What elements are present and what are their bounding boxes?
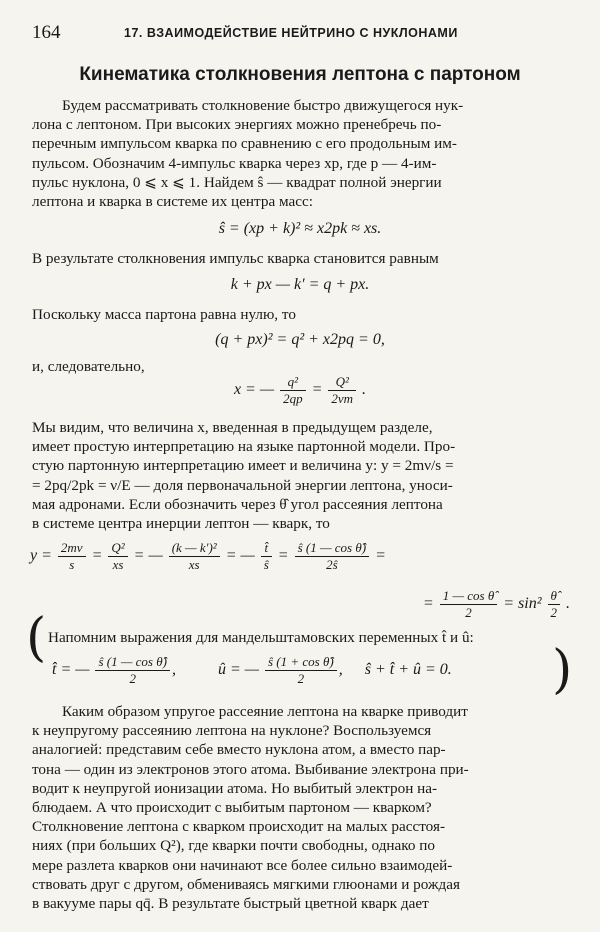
text-line: блюдаем. А что происходит с выбитым партоном — кварком? <box>32 799 432 817</box>
close-paren: ) <box>552 640 573 700</box>
fraction <box>95 654 170 687</box>
text-line: мая адронами. Если обозначить через θ̂ угол рассеяния лептона <box>32 495 443 513</box>
fraction <box>328 374 356 407</box>
text-line: пульсом. Обозначим 4-импульс кварка через xp, где p — 4-им- <box>32 154 437 172</box>
text-line: Напомним выражения для мандельштамовских переменных t̂ и û: <box>48 629 474 646</box>
equation-s-hat: ŝ = (xp + k)² ≈ x2pk ≈ xs. <box>218 220 382 237</box>
eq-u-lhs: û = — <box>217 661 259 679</box>
text-line: в вакууме пары qq̄. В результате быстрый цветной кварк дает <box>32 895 429 913</box>
denominator: s <box>69 557 75 572</box>
numerator: ŝ (1 — cos θ̂) <box>295 540 370 557</box>
page-header <box>32 22 572 48</box>
numerator: Q² <box>328 374 356 391</box>
text-line: Будем рассматривать столкновение быстро движущегося нук- <box>62 97 464 114</box>
text-line: В результате столкновения импульс кварка становится равным <box>32 250 439 267</box>
numerator: t̂ <box>261 540 272 557</box>
sin-squared: = sin² <box>503 595 542 613</box>
text-line: пульс нуклона, 0 ⩽ x ⩽ 1. Найдем ŝ — квадрат полной энергии <box>32 173 442 191</box>
fraction <box>440 588 498 621</box>
fraction <box>169 540 220 573</box>
text-line: тона — один из электронов этого атома. Выбивание электрона при- <box>32 760 469 778</box>
text-collision <box>32 249 570 268</box>
text-line: лептона и кварка в системе их центра масс: <box>32 193 313 211</box>
fraction <box>261 540 272 573</box>
numerator: 1 — cos θ̂ <box>440 588 498 605</box>
equation-x <box>0 374 600 407</box>
denominator: 2 <box>297 671 305 686</box>
fraction <box>295 540 370 573</box>
text-line: аналогией: представим себе вместо нуклона атом, а вместо пар- <box>32 741 446 759</box>
denominator: 2 <box>550 605 557 620</box>
text-line: Каким образом упругое рассеяние лептона на кварке приводит <box>62 703 468 720</box>
fraction <box>265 654 337 687</box>
text-line: мере разлета кварков они начинают все более сильно взаимодей- <box>32 856 453 874</box>
open-paren: ( <box>26 608 47 668</box>
text-line: Поскольку масса партона равна нулю, то <box>32 306 296 323</box>
text-line: лона с лептоном. При высоких энергиях можно пренебречь по- <box>32 116 442 134</box>
numerator: Q² <box>108 540 127 557</box>
fraction <box>58 540 86 573</box>
period: . <box>566 595 570 613</box>
equation-mandelstam: t̂ = — $\frac{\text{ŝ (1 — cos θ̂)}}{2}$ , û = — $\frac{\text{ŝ (1 + cos θ̂)}}{2}$ , ŝ + t̂ + û = 0. <box>52 654 452 686</box>
text-line: Мы видим, что величина x, введенная в предыдущем разделе, <box>32 419 433 436</box>
numerator: (k — k′)² <box>169 540 220 557</box>
fraction <box>280 374 306 407</box>
text-line: ниях (при больших Q²), где кварки почти свободны, однако по <box>32 837 436 855</box>
paragraph-interpretation <box>32 418 570 533</box>
numerator: ŝ (1 + cos θ̂) <box>265 654 337 671</box>
text-line: = 2pq/2pk = ν/E — доля первоначальной энергии лептона, уноси- <box>32 476 453 494</box>
page-number: 164 <box>32 22 61 43</box>
section-title: Кинематика столкновения лептона с партоном <box>79 64 521 85</box>
denominator: 2qp <box>283 391 303 406</box>
eq-y-lhs: y = <box>30 547 52 565</box>
paragraph-intro <box>32 96 570 211</box>
numerator: θ̂ <box>548 588 561 605</box>
text-line: Столкновение лептона с кварком происходит на малых расстоя- <box>32 818 446 836</box>
text-line: водит к неупругой ионизации атома. Но выбитый электрон на- <box>32 779 438 797</box>
denominator: xs <box>112 557 124 572</box>
denominator: 2 <box>465 605 472 620</box>
text-line: в системе центра инерции лептон — кварк, то <box>32 515 330 533</box>
denominator: ŝ <box>263 557 269 572</box>
period: . <box>362 381 367 399</box>
denominator: xs <box>188 557 200 572</box>
denominator: 2ŝ <box>326 557 338 572</box>
numerator: ŝ (1 — cos θ̂) <box>95 654 170 671</box>
eq-t-lhs: t̂ = — <box>52 661 90 679</box>
text-mandelstam <box>48 628 568 647</box>
equation-y-line1: y = $\frac{2m\nu}{s}$ = $\frac{\text{Q²}}{xs}$ = — $\frac{\text{(k — k′)²}}{xs}$ = — $\frac{t̂}{ŝ}$ = $\frac{\text{ŝ (1 — cos θ̂)}}{2ŝ}$ = <box>30 540 386 572</box>
eq-sum: ŝ + t̂ + û = 0. <box>364 661 452 679</box>
text-line: перечным импульсом кварка по сравнению с его продольным им- <box>32 135 457 153</box>
equals-sign: = <box>311 381 323 399</box>
text-line: к неупругому рассеянию лептона на нуклоне? Воспользуемся <box>32 722 432 740</box>
numerator: q² <box>280 374 306 391</box>
numerator: 2mν <box>58 540 86 557</box>
fraction <box>548 588 561 621</box>
text-line: ствовать друг с другом, обмениваясь мягкими глюонами и рождая <box>32 875 460 893</box>
equation-y-line2: = $\frac{\text{1 — cos θ̂}}{2}$ = sin² $\frac{\thetâ}{2}$ . <box>422 588 570 620</box>
denominator: 2 <box>129 671 136 686</box>
text-massless <box>32 305 570 324</box>
eq-x-lhs: x = — <box>233 381 275 399</box>
running-head: 17. ВЗАИМОДЕЙСТВИЕ НЕЙТРИНО С НУКЛОНАМИ <box>124 26 458 40</box>
paragraph-analogy <box>32 702 570 913</box>
text-line: и, следовательно, <box>32 358 145 375</box>
text-line: имеет простую интерпретацию на языке партонной модели. Про- <box>32 438 456 456</box>
equation-momentum: k + px — k′ = q + px. <box>230 276 370 293</box>
text-line: стую партонную интерпретацию имеет и величина y: y = 2mν/s = <box>32 457 454 475</box>
equation-square: (q + px)² = q² + x2pq = 0, <box>215 331 385 348</box>
denominator: 2νm <box>331 391 354 406</box>
fraction <box>108 540 127 573</box>
